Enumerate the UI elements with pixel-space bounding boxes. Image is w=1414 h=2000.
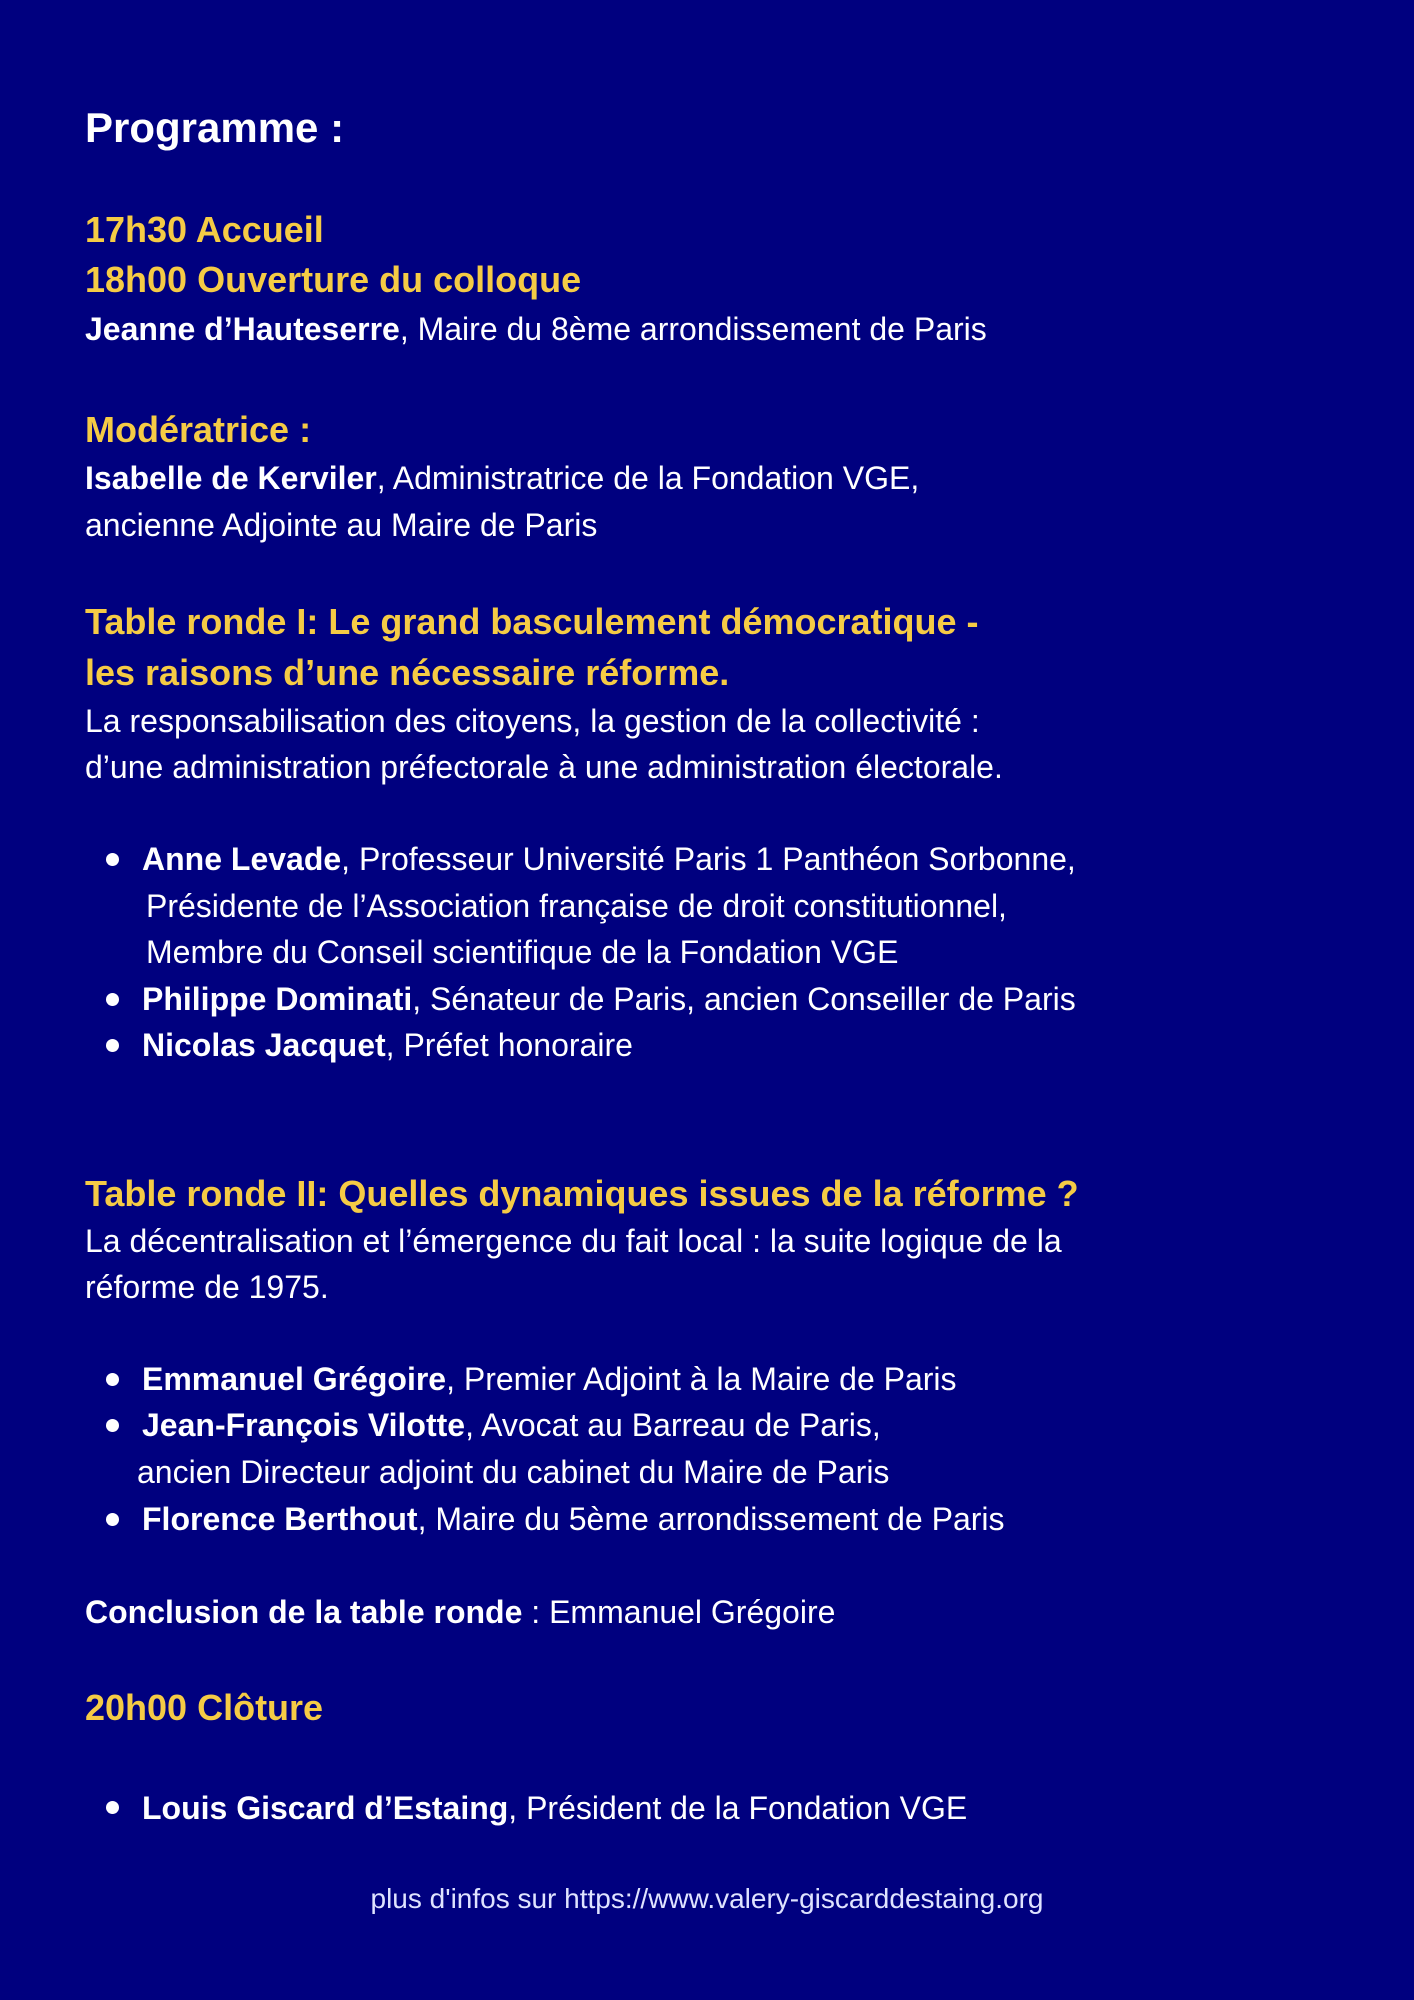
ouverture-speaker	[85, 306, 987, 352]
table2-desc-line-1: La décentralisation et l’émergence du fait local : la suite logique de la	[85, 1223, 1062, 1259]
speaker-name: Isabelle de Kerviler	[85, 460, 377, 496]
conclusion-value: : Emmanuel Grégoire	[522, 1594, 836, 1630]
speaker-name: Jean-François Vilotte	[142, 1407, 466, 1443]
table1-desc-line-1: La responsabilisation des citoyens, la gestion de la collectivité :	[85, 703, 980, 739]
moderatrice-line-2: ancienne Adjointe au Maire de Paris	[85, 507, 598, 543]
table2-speaker-1	[142, 1356, 957, 1402]
speaker-role: , Professeur Université Paris 1 Panthéon Sorbonne,	[341, 841, 1076, 877]
table2-speaker-2-extra: ancien Directeur adjoint du cabinet du Maire de Paris	[137, 1454, 890, 1490]
speaker-name: Nicolas Jacquet	[142, 1027, 386, 1063]
bullet-dot	[106, 1373, 119, 1386]
footer-more-info: plus d'infos sur https://www.valery-giscarddestaing.org	[370, 1883, 1044, 1914]
conclusion-label: Conclusion de la table ronde	[85, 1594, 523, 1630]
page-title: Programme :	[85, 104, 345, 151]
speaker-role: , Maire du 5ème arrondissement de Paris	[417, 1501, 1005, 1537]
cloture-heading: 20h00 Clôture	[85, 1687, 324, 1728]
table1-heading-line-1: Table ronde I: Le grand basculement démocratique -	[85, 601, 979, 642]
moderatrice-line-1	[85, 455, 919, 501]
table1-speaker-2	[142, 976, 1076, 1022]
speaker-role: , Président de la Fondation VGE	[508, 1790, 968, 1826]
speaker-name: Emmanuel Grégoire	[142, 1361, 447, 1397]
bullet-dot	[106, 1419, 119, 1432]
schedule-ouverture: 18h00 Ouverture du colloque	[85, 259, 582, 300]
conclusion-line	[85, 1589, 835, 1635]
table1-desc-line-2: d’une administration préfectorale à une administration électorale.	[85, 749, 1003, 785]
speaker-role: , Premier Adjoint à la Maire de Paris	[446, 1361, 957, 1397]
table2-heading: Table ronde II: Quelles dynamiques issues de la réforme ?	[85, 1173, 1079, 1214]
speaker-name: Jeanne d’Hauteserre	[85, 311, 400, 347]
speaker-role: , Préfet honoraire	[385, 1027, 633, 1063]
table2-speaker-3	[142, 1496, 1005, 1542]
speaker-role: , Administratrice de la Fondation VGE,	[376, 460, 920, 496]
bullet-dot	[106, 1513, 119, 1526]
table1-speaker-1	[142, 836, 1076, 882]
schedule-accueil: 17h30 Accueil	[85, 209, 324, 250]
bullet-dot	[106, 1039, 119, 1052]
table1-speaker-1-extra-2: Membre du Conseil scientifique de la Fondation VGE	[146, 934, 899, 970]
moderatrice-heading: Modératrice :	[85, 409, 312, 450]
speaker-name: Philippe Dominati	[142, 981, 413, 1017]
cloture-speaker	[142, 1785, 967, 1831]
speaker-role: , Avocat au Barreau de Paris,	[465, 1407, 881, 1443]
table1-speaker-3	[142, 1022, 633, 1068]
table1-heading-line-2: les raisons d’une nécessaire réforme.	[85, 652, 730, 693]
speaker-role: , Maire du 8ème arrondissement de Paris	[399, 311, 987, 347]
table2-desc-line-2: réforme de 1975.	[85, 1269, 329, 1305]
bullet-dot	[106, 853, 119, 866]
speaker-name: Florence Berthout	[142, 1501, 418, 1537]
speaker-role: , Sénateur de Paris, ancien Conseiller de Paris	[412, 981, 1076, 1017]
speaker-name: Anne Levade	[142, 841, 342, 877]
table2-speaker-2	[142, 1402, 881, 1448]
speaker-name: Louis Giscard d’Estaing	[142, 1790, 509, 1826]
table1-speaker-1-extra-1: Présidente de l’Association française de droit constitutionnel,	[146, 888, 1007, 924]
bullet-dot	[106, 993, 119, 1006]
bullet-dot	[106, 1801, 119, 1814]
